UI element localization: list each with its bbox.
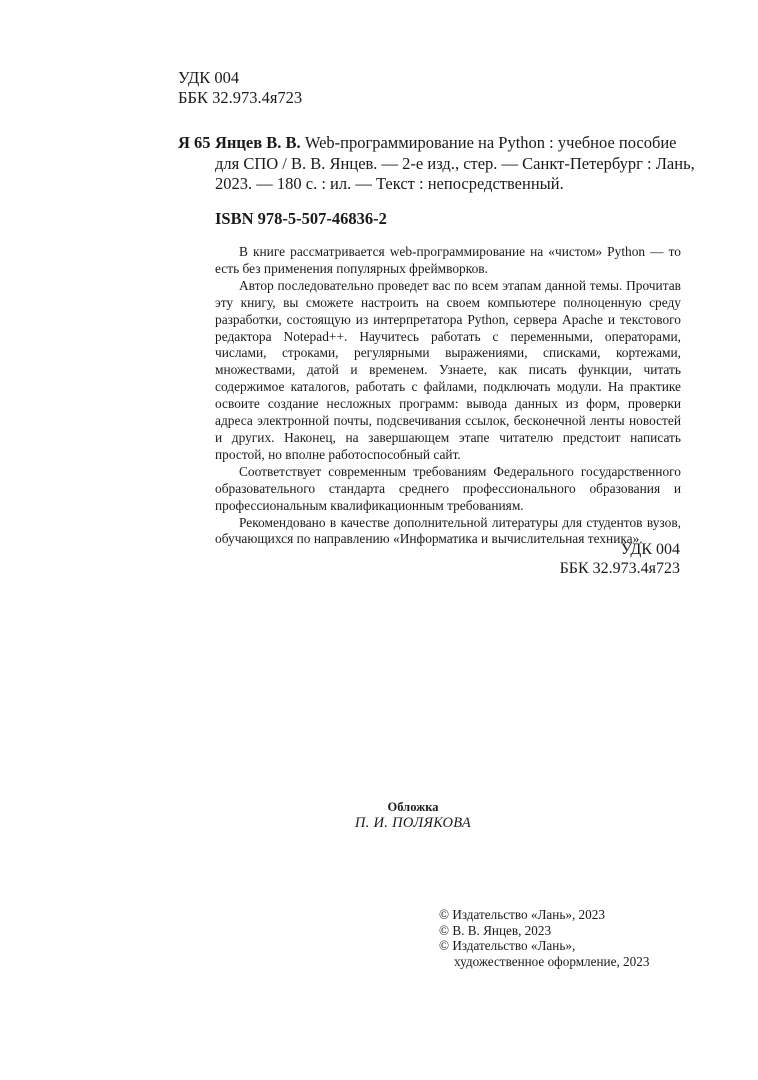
annotation <box>215 244 681 548</box>
copyright-block <box>439 907 649 969</box>
copyright-line: © Издательство «Лань», 2023 <box>439 907 605 922</box>
bibliographic-record <box>178 133 695 195</box>
copyright-line: © В. В. Янцев, 2023 <box>439 922 552 938</box>
bib-line-1 <box>215 133 688 154</box>
udk-code-right: УДК 004 <box>620 541 680 558</box>
annotation-paragraph-2: Автор последовательно проведет вас по всем этапам данной темы. Прочитав эту книгу, вы сможете настроить на своем компьютере полноценную среду разработки, состоящую из интерпретатора Python, сервера Apache и текстового редактора Notepad++. Научитесь работать с переменными, операторами, числами, строками, регулярными выражениями, списками, кортежами, множествами, датой и временем. Узнаете, как писать функции, читать содержимое каталогов, работать с файлами, подключать модули. На практике освоите создание несложных программ: вывода данных из форм, проверки адреса электронной почты, подсвечивания ссылок, бесконечной ленты новостей и других. Наконец, на завершающем этапе читателю предстоит написать простой, но вполне работоспособный сайт. <box>215 277 681 462</box>
author-mark: Я 65 <box>178 133 211 152</box>
classification-block-right <box>560 540 680 578</box>
bib-title: Web-программирование на Python : учебное пособие <box>300 133 677 152</box>
copyright-line: художественное оформление, 2023 <box>454 953 650 969</box>
bibliographic-description <box>215 133 695 195</box>
copyright-line: © Издательство «Лань», <box>439 938 576 953</box>
annotation-paragraph-4: Рекомендовано в качестве дополнительной литературы для студентов вузов, обучающихся по направлению «Информатика и вычислительная техника». <box>215 514 681 547</box>
bib-line-3: 2023. — 180 с. : ил. — Текст : непосредственный. <box>215 174 564 193</box>
bib-author: Янцев В. В. <box>215 133 301 152</box>
bbk-code: ББК 32.973.4я723 <box>178 88 303 107</box>
udk-code: УДК 004 <box>178 68 240 87</box>
annotation-paragraph-3: Соответствует современным требованиям Федерального государственного образовательного стандарта среднего профессионального образования и профессиональным квалификационным требованиям. <box>215 463 681 513</box>
cover-credit <box>0 799 758 831</box>
annotation-paragraph-1: В книге рассматривается web-программирование на «чистом» Python — то есть без применения популярных фреймворков. <box>215 244 681 276</box>
classification-block-top <box>178 68 302 108</box>
isbn: ISBN 978-5-507-46836-2 <box>215 209 387 228</box>
bib-line-2: для СПО / В. В. Янцев. — 2-е изд., стер. — Санкт-Петербург : Лань, <box>215 153 695 173</box>
cover-label: Обложка <box>387 800 439 814</box>
cover-designer: П. И. ПОЛЯКОВА <box>354 815 472 831</box>
bbk-code-right: ББК 32.973.4я723 <box>559 560 680 577</box>
